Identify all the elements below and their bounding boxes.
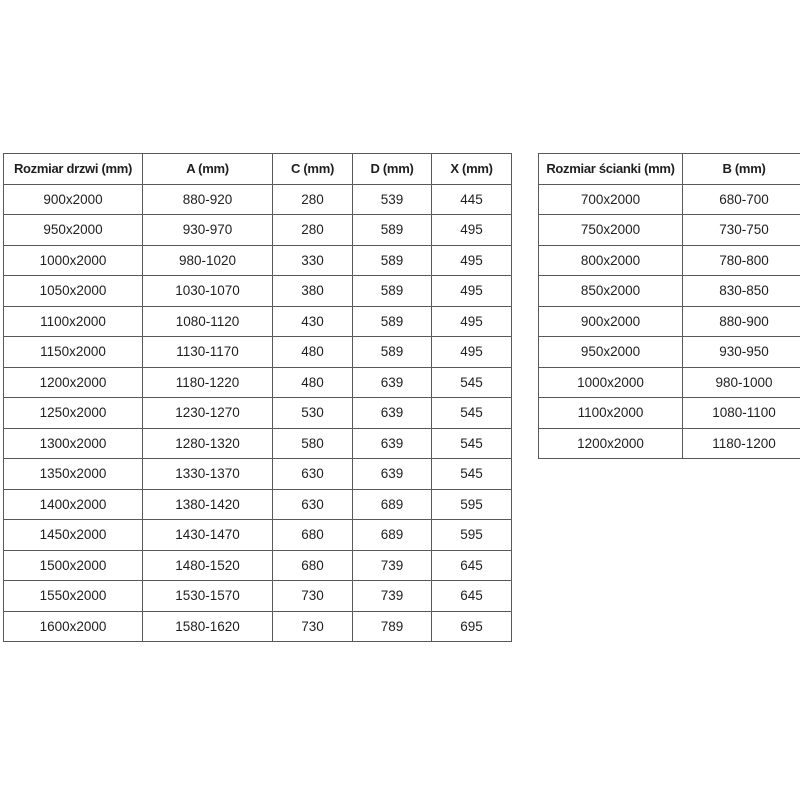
- table-cell: 1480-1520: [143, 550, 273, 581]
- table-cell: 639: [353, 398, 432, 429]
- table-cell: 589: [353, 215, 432, 246]
- table-cell: 730-750: [683, 215, 800, 246]
- table-cell: 1500x2000: [4, 550, 143, 581]
- table-cell: 1330-1370: [143, 459, 273, 490]
- table-cell: 1200x2000: [4, 367, 143, 398]
- table-cell: 545: [432, 398, 512, 429]
- column-header: Rozmiar drzwi (mm): [4, 154, 143, 185]
- table-cell: 595: [432, 489, 512, 520]
- table-cell: 1530-1570: [143, 581, 273, 612]
- table-cell: 589: [353, 337, 432, 368]
- table-row: [4, 215, 512, 246]
- table-cell: 639: [353, 367, 432, 398]
- door-size-table: [3, 153, 512, 642]
- table-cell: 639: [353, 459, 432, 490]
- table-cell: 1180-1220: [143, 367, 273, 398]
- column-header: A (mm): [143, 154, 273, 185]
- table-cell: 1380-1420: [143, 489, 273, 520]
- table-cell: 1180-1200: [683, 428, 800, 459]
- table-cell: 445: [432, 184, 512, 215]
- table-row: [539, 276, 800, 307]
- table-cell: 1280-1320: [143, 428, 273, 459]
- table-row: [539, 337, 800, 368]
- table-row: [4, 520, 512, 551]
- table-cell: 689: [353, 489, 432, 520]
- table-cell: 850x2000: [539, 276, 683, 307]
- table-cell: 739: [353, 550, 432, 581]
- table-cell: 930-950: [683, 337, 800, 368]
- column-header: X (mm): [432, 154, 512, 185]
- header-row: [539, 154, 800, 185]
- table-cell: 930-970: [143, 215, 273, 246]
- table-row: [4, 367, 512, 398]
- table-row: [4, 306, 512, 337]
- column-header: Rozmiar ścianki (mm): [539, 154, 683, 185]
- table-row: [539, 215, 800, 246]
- table-cell: 1130-1170: [143, 337, 273, 368]
- table-cell: 900x2000: [4, 184, 143, 215]
- table-cell: 530: [273, 398, 353, 429]
- table-cell: 900x2000: [539, 306, 683, 337]
- table-cell: 980-1000: [683, 367, 800, 398]
- table-cell: 645: [432, 550, 512, 581]
- table-cell: 730: [273, 611, 353, 642]
- table-cell: 950x2000: [539, 337, 683, 368]
- table-cell: 1300x2000: [4, 428, 143, 459]
- table-cell: 830-850: [683, 276, 800, 307]
- table-cell: 1580-1620: [143, 611, 273, 642]
- table-cell: 589: [353, 306, 432, 337]
- table-row: [539, 367, 800, 398]
- table-cell: 495: [432, 276, 512, 307]
- table-cell: 1600x2000: [4, 611, 143, 642]
- table-cell: 545: [432, 367, 512, 398]
- table-row: [539, 428, 800, 459]
- table-cell: 689: [353, 520, 432, 551]
- table-cell: 695: [432, 611, 512, 642]
- table-cell: 1230-1270: [143, 398, 273, 429]
- column-header: C (mm): [273, 154, 353, 185]
- table-cell: 1450x2000: [4, 520, 143, 551]
- table-cell: 589: [353, 276, 432, 307]
- table-cell: 280: [273, 184, 353, 215]
- table-cell: 950x2000: [4, 215, 143, 246]
- table-cell: 1080-1120: [143, 306, 273, 337]
- table-cell: 545: [432, 459, 512, 490]
- table-cell: 700x2000: [539, 184, 683, 215]
- table-row: [4, 184, 512, 215]
- table-cell: 780-800: [683, 245, 800, 276]
- table-row: [4, 276, 512, 307]
- table-cell: 1100x2000: [539, 398, 683, 429]
- header-row: [4, 154, 512, 185]
- table-cell: 800x2000: [539, 245, 683, 276]
- table-cell: 1550x2000: [4, 581, 143, 612]
- table-cell: 545: [432, 428, 512, 459]
- table-cell: 580: [273, 428, 353, 459]
- table-row: [4, 489, 512, 520]
- table-cell: 1080-1100: [683, 398, 800, 429]
- table-row: [539, 398, 800, 429]
- table-cell: 880-900: [683, 306, 800, 337]
- table-cell: 789: [353, 611, 432, 642]
- table-cell: 739: [353, 581, 432, 612]
- table-row: [4, 611, 512, 642]
- table-cell: 495: [432, 337, 512, 368]
- table-row: [4, 459, 512, 490]
- table-cell: 380: [273, 276, 353, 307]
- table-row: [539, 184, 800, 215]
- table-cell: 495: [432, 215, 512, 246]
- table-row: [4, 337, 512, 368]
- table-row: [4, 398, 512, 429]
- table-cell: 1400x2000: [4, 489, 143, 520]
- table-row: [539, 306, 800, 337]
- table-cell: 480: [273, 337, 353, 368]
- table-cell: 539: [353, 184, 432, 215]
- table-cell: 680: [273, 550, 353, 581]
- table-cell: 630: [273, 489, 353, 520]
- table-row: [4, 245, 512, 276]
- table-cell: 1000x2000: [4, 245, 143, 276]
- table-cell: 330: [273, 245, 353, 276]
- column-header: D (mm): [353, 154, 432, 185]
- table-cell: 1200x2000: [539, 428, 683, 459]
- column-header: B (mm): [683, 154, 800, 185]
- table-cell: 1100x2000: [4, 306, 143, 337]
- table-cell: 639: [353, 428, 432, 459]
- table-cell: 495: [432, 245, 512, 276]
- table-cell: 280: [273, 215, 353, 246]
- table-cell: 1030-1070: [143, 276, 273, 307]
- table-cell: 750x2000: [539, 215, 683, 246]
- table-cell: 645: [432, 581, 512, 612]
- table-cell: 1150x2000: [4, 337, 143, 368]
- table-cell: 1050x2000: [4, 276, 143, 307]
- wall-size-table: [538, 153, 800, 459]
- table-cell: 495: [432, 306, 512, 337]
- table-row: [539, 245, 800, 276]
- table-cell: 589: [353, 245, 432, 276]
- table-cell: 730: [273, 581, 353, 612]
- table-cell: 980-1020: [143, 245, 273, 276]
- table-row: [4, 428, 512, 459]
- table-cell: 430: [273, 306, 353, 337]
- table-cell: 480: [273, 367, 353, 398]
- table-cell: 880-920: [143, 184, 273, 215]
- table-row: [4, 550, 512, 581]
- table-cell: 1350x2000: [4, 459, 143, 490]
- table-cell: 1430-1470: [143, 520, 273, 551]
- table-cell: 680-700: [683, 184, 800, 215]
- table-cell: 595: [432, 520, 512, 551]
- table-cell: 1000x2000: [539, 367, 683, 398]
- table-cell: 630: [273, 459, 353, 490]
- table-cell: 1250x2000: [4, 398, 143, 429]
- table-row: [4, 581, 512, 612]
- table-cell: 680: [273, 520, 353, 551]
